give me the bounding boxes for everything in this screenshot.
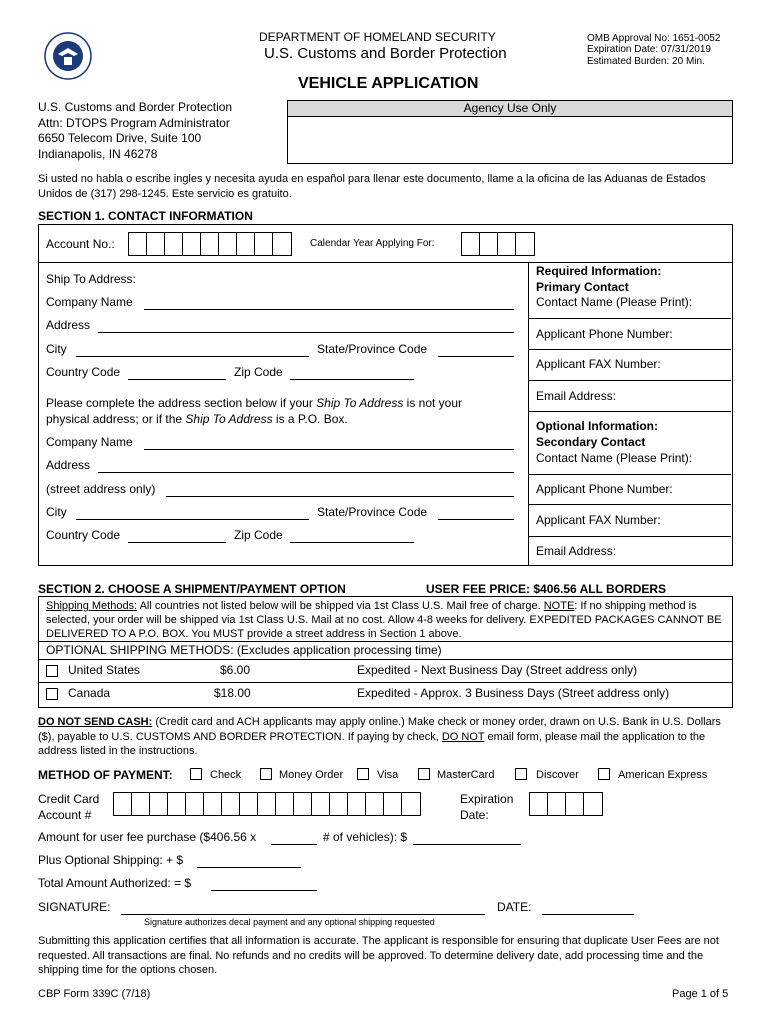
cash-text: (Credit card and ACH applicants may apply online.) Make check or money order, drawn on U.S. Bank in U.S. Dollars ($), payable to U.S. CUSTOMS AND BORDER PROTECTION. If paying by check, [38,716,721,743]
company-name-label: Company Name [46,295,133,309]
estimated-burden: Estimated Burden: 20 Min. [587,56,705,67]
us-desc: Expedited - Next Business Day (Street address only) [357,663,638,677]
agency-use-label: Agency Use Only [288,101,732,117]
fax-label: Applicant FAX Number: [536,357,661,371]
contact-name-label-2: Contact Name (Please Print): [536,451,693,465]
shipping-option-us[interactable] [46,664,58,678]
divider [528,318,731,319]
mastercard-label: MasterCard [437,769,495,781]
primary-contact-label: Primary Contact [536,279,629,294]
divider [528,349,731,350]
address-label-2: Address [46,458,91,472]
calendar-year-label: Calendar Year Applying For: [310,238,435,249]
date-input[interactable] [542,914,634,915]
vehicle-count-input[interactable] [271,844,317,845]
optional-info-heading [536,419,658,450]
state-label: State/Province Code [317,342,428,356]
calendar-year-input[interactable] [461,232,535,256]
signature-note: Signature authorizes decal payment and any optional shipping requested [144,917,435,927]
check-label: Check [210,769,242,781]
canada-label: Canada [68,686,111,700]
note-italic: Ship To Address [316,396,404,410]
divider [38,641,732,642]
amount-input[interactable] [413,844,521,845]
company-name-input-2[interactable] [144,449,514,450]
section1-title: SECTION 1. CONTACT INFORMATION [38,209,253,223]
expiration-date: Expiration Date: 07/31/2019 [587,44,711,55]
state-label-2: State/Province Code [317,505,428,519]
city-input[interactable] [76,356,309,357]
amount-label: Amount for user fee purchase ($406.56 x [38,830,257,844]
agency-use-box [287,100,733,164]
city-label: City [46,342,67,356]
mailing-line: Indianapolis, IN 46278 [38,146,158,161]
secondary-contact-label: Secondary Contact [536,434,646,449]
us-checkbox[interactable] [46,665,58,677]
note-text: is a P.O. Box. [272,411,348,426]
country-input[interactable] [128,379,226,380]
divider [528,380,731,381]
cash-label: DO NOT SEND CASH: [38,716,153,728]
fax-label-2: Applicant FAX Number: [536,513,661,527]
shipping-amount-input[interactable] [197,867,301,868]
mailing-line: U.S. Customs and Border Protection [38,100,233,114]
us-price: $6.00 [220,663,251,677]
state-input[interactable] [438,356,514,357]
cc-label-line: Account # [38,807,92,822]
visa-checkbox[interactable] [357,768,369,780]
form-title: VEHICLE APPLICATION [298,75,479,92]
optional-info-label: Optional Information: [536,419,658,433]
omb-number: OMB Approval No: 1651-0052 [587,33,721,44]
zip-input[interactable] [290,379,414,380]
expiration-input[interactable] [529,792,603,816]
mailing-line: Attn: DTOPS Program Administrator [38,115,230,130]
money-order-checkbox[interactable] [260,768,272,780]
city-label-2: City [46,505,67,519]
divider [528,474,731,475]
form-number: CBP Form 339C (7/18) [38,988,151,1000]
company-name-label-2: Company Name [46,435,133,449]
shipping-text: All countries not listed below will be shipped via 1st Class U.S. Mail free of charge. [137,600,544,612]
discover-label: Discover [536,769,579,781]
divider [528,504,731,505]
physical-address-note [46,396,506,427]
total-label: Total Amount Authorized: = $ [38,876,192,890]
total-input[interactable] [211,890,317,891]
divider [38,682,732,683]
address-label: Address [46,318,91,332]
state-input-2[interactable] [438,519,514,520]
note-text: Please complete the address section below if your [46,396,317,410]
expiration-label [460,792,513,823]
email-label-2: Email Address: [536,544,617,558]
do-not-text: DO NOT [441,730,485,743]
mailing-address [38,100,232,162]
zip-label-2: Zip Code [234,528,283,542]
exp-label-line: Expiration [460,792,514,806]
street-only-label: (street address only) [46,482,156,496]
note-label: NOTE [543,600,575,612]
mastercard-checkbox[interactable] [418,768,430,780]
shipping-amount-label: Plus Optional Shipping: + $ [38,853,184,867]
credit-card-input[interactable] [113,792,421,816]
cash-text: email form, please mail the application to the address listed in the instructions. [38,730,706,757]
section2-title: SECTION 2. CHOOSE A SHIPMENT/PAYMENT OPTION [38,582,346,596]
country-label: Country Code [46,365,121,379]
check-checkbox[interactable] [190,768,202,780]
shipping-option-canada[interactable] [46,687,58,701]
note-text: is not your physical address; or if the [46,396,463,426]
agency-title: U.S. Customs and Border Protection [264,45,507,62]
canada-checkbox[interactable] [46,688,58,700]
spanish-notice: Si usted no habla o escribe ingles y necesita ayuda en español para llenar este documento, llame a la oficina de las Aduanas de Estados Unidos de (317) 298-1245. Este servicio es gratuito. [38,173,706,200]
signature-label: SIGNATURE: [38,900,111,914]
shipping-text: : If no shipping method is selected, your order will be shipped via 1st Class U.S. Mail at no cost. Allow 4-8 weeks for delivery. EXPEDITED PACKAGES CANNOT BE DELIVERED TO A P.O. BOX. You MUST provide a street address in Section 1 above. [46,600,722,640]
exp-label-line: Date: [460,807,489,822]
divider [38,659,732,660]
account-no-input[interactable] [128,232,292,256]
dept-title: DEPARTMENT OF HOMELAND SECURITY [259,30,496,44]
discover-checkbox[interactable] [515,768,527,780]
address-input-2[interactable] [98,472,514,473]
dhs-seal [44,32,92,80]
date-label: DATE: [497,900,532,914]
amex-checkbox[interactable] [598,768,610,780]
divider [528,262,529,565]
money-order-label: Money Order [279,769,344,781]
credit-card-label [38,792,99,823]
signature-input[interactable] [121,914,485,915]
note-italic: Ship To Address [185,411,273,426]
ship-to-label: Ship To Address: [46,272,136,286]
canada-price: $18.00 [214,686,251,700]
divider [528,411,731,412]
country-input-2[interactable] [128,542,226,543]
canada-desc: Expedited - Approx. 3 Business Days (Street address only) [357,686,670,700]
cash-notice [38,715,728,759]
zip-input-2[interactable] [290,542,414,543]
user-fee-price: USER FEE PRICE: $406.56 ALL BORDERS [426,582,667,596]
visa-label: Visa [377,769,399,781]
company-name-input[interactable] [144,309,514,310]
divider [528,536,731,537]
page-number: Page 1 of 5 [672,988,729,1000]
zip-label: Zip Code [234,365,283,379]
amex-label: American Express [618,769,708,781]
optional-shipping-header: OPTIONAL SHIPPING METHODS: (Excludes application processing time) [46,643,442,657]
cc-label-line: Credit Card [38,792,100,806]
vehicles-label: # of vehicles): $ [323,830,408,844]
phone-label: Applicant Phone Number: [536,327,673,341]
email-label: Email Address: [536,389,617,403]
country-label-2: Country Code [46,528,121,542]
required-info-label: Required Information: [536,264,662,278]
city-input-2[interactable] [76,519,309,520]
divider [38,262,732,263]
phone-label-2: Applicant Phone Number: [536,482,673,496]
required-info-heading [536,264,661,295]
address-input[interactable] [98,332,514,333]
street-only-input[interactable] [166,496,514,497]
contact-name-label: Contact Name (Please Print): [536,295,693,309]
shipping-methods-note [46,599,726,641]
account-no-label: Account No.: [46,237,115,251]
shipping-methods-label: Shipping Methods: [46,600,138,612]
certification-text: Submitting this application certifies that all information is accurate. The applicant is responsible for ensuring that duplicate User Fees are not requested. All transactions are final. No refunds and no credits will be approved. To determine delivery date, add processing time and the shipping time for the options chosen. [38,935,719,976]
method-of-payment-label: METHOD OF PAYMENT: [38,768,173,782]
us-label: United States [68,663,141,677]
mailing-line: 6650 Telecom Drive, Suite 100 [38,131,202,145]
